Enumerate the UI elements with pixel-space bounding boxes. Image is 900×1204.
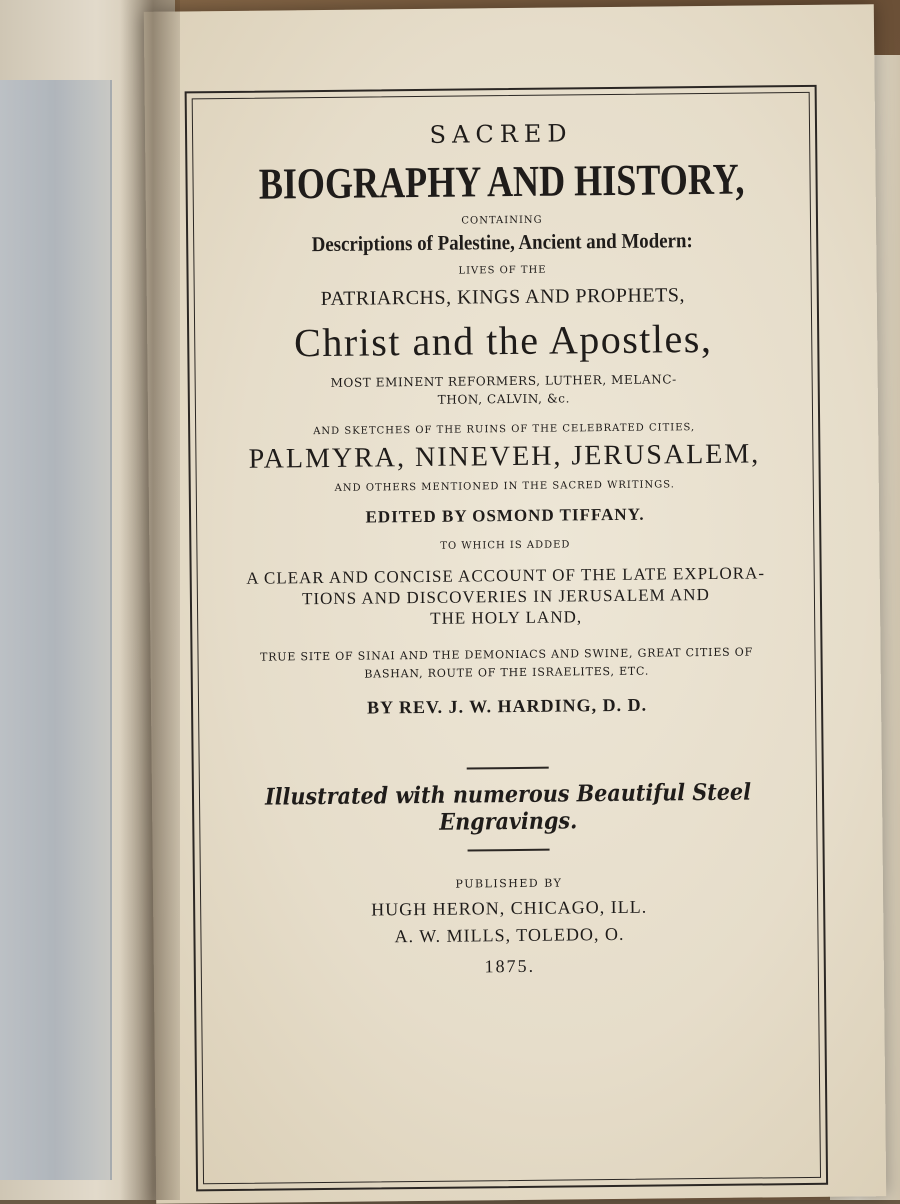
title-page (144, 4, 886, 1204)
divider-rule-upper (467, 767, 549, 770)
author-line: BY REV. J. W. HARDING, D. D. (366, 694, 648, 718)
subtitle-christ: Christ and the Apostles, (293, 315, 713, 366)
site-line-1: TRUE SITE OF SINAI AND THE DEMONIACS AND SWINE, GREAT CITIES OF (259, 645, 754, 664)
publisher-line-2: A. W. MILLS, TOLEDO, O. (394, 923, 625, 947)
title-line-biography: BIOGRAPHY AND HISTORY, (258, 154, 745, 209)
editor-line: EDITED BY OSMOND TIFFANY. (365, 504, 645, 527)
label-lives-of-the: LIVES OF THE (458, 264, 547, 277)
added-line: TO WHICH IS ADDED (440, 539, 571, 552)
tissue-guard-sheet (0, 80, 112, 1180)
cities-line: PALMYRA, NINEVEH, JERUSALEM, (248, 438, 761, 475)
subtitle-descriptions: Descriptions of Palestine, Ancient and Modern: (311, 228, 693, 257)
gutter-shadow (120, 0, 180, 1200)
sketches-line: AND SKETCHES OF THE RUINS OF THE CELEBRATED CITIES, (313, 422, 696, 438)
title-line-sacred: SACRED (429, 119, 573, 149)
publication-year: 1875. (484, 955, 536, 977)
account-line-1: A CLEAR AND CONCISE ACCOUNT OF THE LATE EXPLORA- (246, 563, 766, 588)
site-line-2: BASHAN, ROUTE OF THE ISRAELITES, ETC. (364, 664, 650, 681)
illustrated-line: Illustrated with numerous Beautiful Steel Engravings. (264, 778, 752, 836)
publisher-line-1: HUGH HERON, CHICAGO, ILL. (371, 896, 648, 920)
account-line-3: THE HOLY LAND, (430, 607, 583, 628)
others-line: AND OTHERS MENTIONED IN THE SACRED WRITINGS. (334, 479, 675, 494)
account-line-2: TIONS AND DISCOVERIES IN JERUSALEM AND (301, 584, 710, 609)
divider-rule-lower (468, 849, 550, 852)
reformers-line-2: THON, CALVIN, &c. (437, 391, 571, 407)
label-containing: CONTAINING (461, 214, 543, 227)
reformers-line-1: MOST EMINENT REFORMERS, LUTHER, MELANC- (330, 372, 677, 390)
subtitle-patriarchs: PATRIARCHS, KINGS AND PROPHETS, (320, 284, 686, 311)
published-by-label: PUBLISHED BY (455, 876, 563, 891)
double-rule-border (185, 85, 828, 1192)
title-page-text (187, 117, 824, 981)
